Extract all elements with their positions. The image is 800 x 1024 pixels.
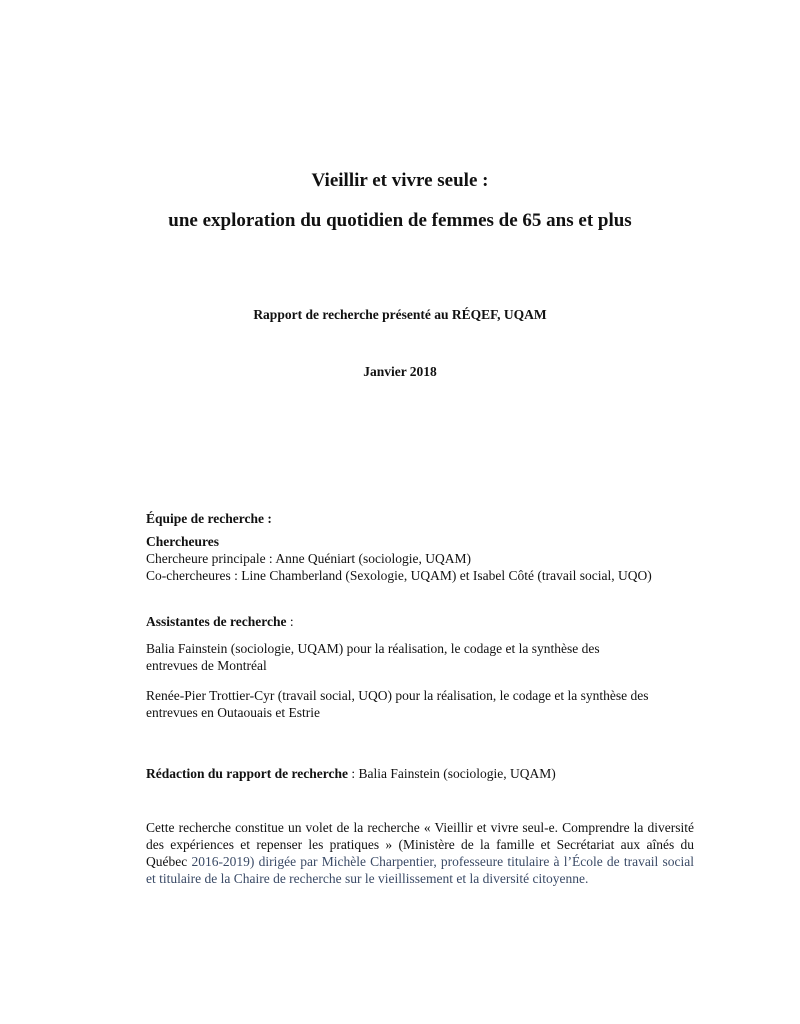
assistants-colon: : (286, 614, 294, 629)
assistant-1 (146, 640, 694, 674)
paragraph-part-1: Cette recherche constitue un volet de la recherche « Vieillir et vivre seul-e. Comprendre la diversité des expériences et repenser les pratiques » (Ministère de la famille et Secrétariat aux aînés du Québec (146, 820, 694, 869)
assistant-1-line-1: Balia Fainstein (sociologie, UQAM) pour la réalisation, le codage et la synthèse des (146, 641, 600, 656)
assistant-2-line-1: Renée-Pier Trottier-Cyr (travail social, UQO) pour la réalisation, le codage et la synthèse des (146, 688, 649, 703)
paragraph-part-2: 2016-2019) dirigée par Michèle Charpentier, professeure titulaire à l’École de travail social et titulaire de la Chaire de recherche sur le vieillissement et la diversité citoyenne. (146, 854, 694, 886)
redaction-line (146, 765, 694, 782)
description-paragraph (146, 819, 694, 887)
title-line-1: Vieillir et vivre seule : (311, 170, 489, 191)
researchers-block (146, 533, 694, 584)
report-date: Janvier 2018 (363, 364, 437, 379)
team-heading: Équipe de recherche : (146, 511, 272, 526)
assistant-2 (146, 687, 694, 721)
principal-researcher: Chercheure principale : Anne Quéniart (sociologie, UQAM) (146, 551, 472, 566)
redaction-value: : Balia Fainstein (sociologie, UQAM) (347, 766, 556, 781)
assistant-1-line-2: entrevues de Montréal (146, 658, 267, 673)
redaction-heading: Rédaction du rapport de recherche (146, 766, 348, 781)
researchers-heading: Chercheures (146, 534, 219, 549)
assistants-heading: Assistantes de recherche (146, 614, 287, 629)
assistants-heading-line (146, 613, 694, 630)
assistant-2-line-2: entrevues en Outaouais et Estrie (146, 705, 320, 720)
co-researchers: Co-chercheures : Line Chamberland (Sexologie, UQAM) et Isabel Côté (travail social, UQO) (146, 568, 652, 583)
title-line-2: une exploration du quotidien de femmes de 65 ans et plus (168, 210, 632, 231)
report-line: Rapport de recherche présenté au RÉQEF, UQAM (253, 307, 547, 322)
